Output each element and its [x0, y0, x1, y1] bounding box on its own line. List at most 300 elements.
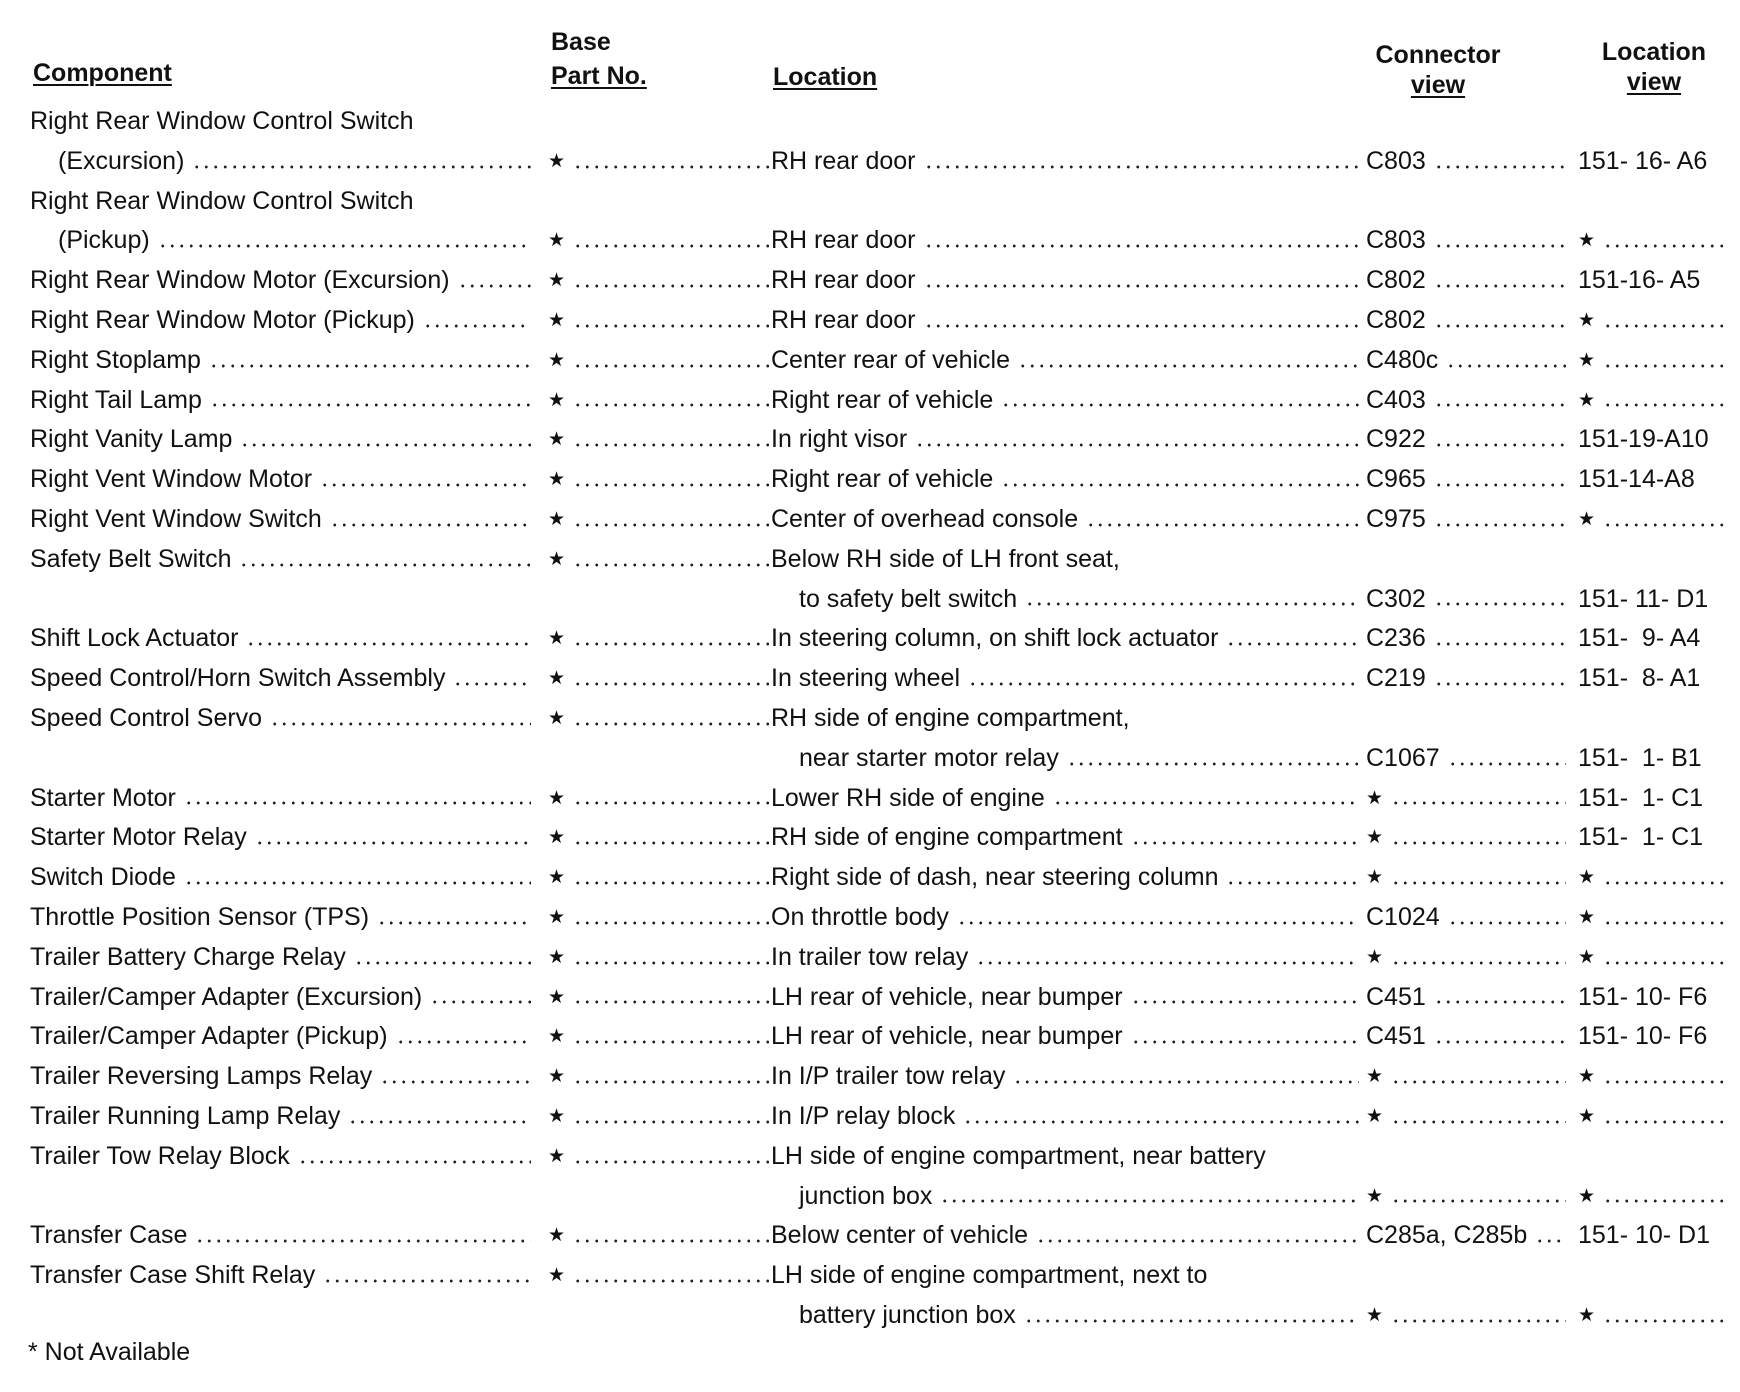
component-cell	[30, 699, 535, 739]
base-part-value: ★	[548, 309, 566, 331]
dot-leader	[1434, 482, 1566, 488]
location-view-value: ★	[1578, 389, 1596, 411]
location-view-cell	[1578, 978, 1730, 1018]
location-view-value: ★	[1578, 349, 1596, 371]
base-part-value: ★	[548, 787, 566, 809]
location-view-cell	[1578, 420, 1730, 460]
dot-leader	[1448, 920, 1566, 926]
dot-leader	[1603, 1198, 1726, 1204]
dot-leader	[380, 1079, 531, 1085]
component-name: Trailer Tow Relay Block	[30, 1141, 290, 1170]
dot-leader	[1434, 164, 1566, 170]
dot-leader	[573, 1039, 769, 1045]
base-part-cell	[548, 1097, 773, 1137]
component-name: Trailer Running Lamp Relay	[30, 1101, 341, 1130]
component-name: Starter Motor Relay	[30, 823, 247, 852]
location-cell	[771, 540, 1363, 580]
dot-leader	[1036, 1238, 1359, 1244]
base-part-value: ★	[548, 349, 566, 371]
header-connector-line1: Connector	[1375, 41, 1501, 69]
dot-leader	[1391, 1318, 1566, 1324]
location-view-value: ★	[1578, 1105, 1596, 1127]
location-view-cell	[1578, 1177, 1730, 1217]
dot-leader	[924, 243, 1360, 249]
dot-leader	[1086, 522, 1359, 528]
base-part-value: ★	[548, 1265, 566, 1287]
table-row	[0, 142, 1740, 182]
component-cell	[30, 659, 535, 699]
location-view-value: 151-19-A10	[1578, 425, 1709, 454]
location-view-value: ★	[1578, 309, 1596, 331]
base-part-value: ★	[548, 429, 566, 451]
location-text: In steering wheel	[771, 664, 961, 693]
dot-leader	[573, 283, 769, 289]
base-part-value: ★	[548, 1105, 566, 1127]
base-part-cell	[548, 460, 773, 500]
dot-leader	[573, 562, 769, 568]
connector-cell	[1366, 858, 1570, 898]
dot-leader	[573, 960, 769, 966]
base-part-value: ★	[548, 1145, 566, 1167]
dot-leader	[573, 1159, 769, 1165]
dot-leader	[924, 283, 1360, 289]
connector-value: ★	[1366, 1185, 1384, 1207]
dot-leader	[573, 522, 769, 528]
table-row	[0, 739, 1740, 779]
location-cell	[771, 1057, 1363, 1097]
connector-value: C451	[1366, 982, 1426, 1011]
dot-leader	[1603, 880, 1726, 886]
location-cell	[771, 898, 1363, 938]
component-cell	[30, 1097, 535, 1137]
location-cell	[771, 580, 1363, 620]
location-view-cell	[1578, 341, 1730, 381]
dot-leader	[1131, 840, 1359, 846]
dot-leader	[453, 681, 531, 687]
dot-leader	[1603, 323, 1726, 329]
base-part-value: ★	[548, 1066, 566, 1088]
component-cell	[30, 500, 535, 540]
base-part-cell	[548, 1017, 773, 1057]
dot-leader	[184, 800, 531, 806]
location-view-cell	[1578, 142, 1730, 182]
location-text: RH side of engine compartment,	[771, 703, 1130, 732]
component-name: Right Rear Window Motor (Pickup)	[30, 305, 415, 334]
connector-value: C802	[1366, 305, 1426, 334]
location-text: RH rear door	[771, 146, 916, 175]
dot-leader	[240, 442, 531, 448]
location-view-cell	[1578, 500, 1730, 540]
location-cell	[771, 858, 1363, 898]
base-part-cell	[548, 938, 773, 978]
location-cell	[771, 619, 1363, 659]
component-cell	[30, 1256, 535, 1296]
component-cell	[30, 460, 535, 500]
location-cell	[771, 301, 1363, 341]
location-view-value: 151- 1- C1	[1578, 783, 1704, 812]
connector-value: C802	[1366, 266, 1426, 295]
location-view-cell	[1578, 1216, 1730, 1256]
location-view-value: ★	[1578, 867, 1596, 889]
base-part-cell	[548, 1137, 773, 1177]
component-name: Trailer Reversing Lamps Relay	[30, 1062, 373, 1091]
location-view-cell	[1578, 381, 1730, 421]
component-cell	[30, 182, 535, 222]
base-part-cell	[548, 1216, 773, 1256]
connector-cell	[1366, 142, 1570, 182]
location-cell	[771, 699, 1363, 739]
component-name: Trailer/Camper Adapter (Pickup)	[30, 1022, 388, 1051]
location-view-value: 151- 10- D1	[1578, 1221, 1711, 1250]
component-name: (Pickup)	[58, 226, 150, 255]
base-part-cell	[548, 420, 773, 460]
dot-leader	[246, 641, 531, 647]
dot-leader	[915, 442, 1359, 448]
location-view-value: 151- 11- D1	[1578, 584, 1709, 613]
base-part-value: ★	[548, 867, 566, 889]
header-connector-line2: view	[1410, 71, 1466, 99]
dot-leader	[1053, 800, 1359, 806]
dot-leader	[1434, 601, 1566, 607]
base-part-cell	[548, 699, 773, 739]
base-part-value: ★	[548, 469, 566, 491]
location-cell	[771, 1296, 1363, 1336]
connector-cell	[1366, 221, 1570, 261]
location-cell	[771, 659, 1363, 699]
component-name: Right Rear Window Control Switch	[30, 107, 414, 135]
base-part-cell	[548, 619, 773, 659]
connector-cell	[1366, 779, 1570, 819]
table-row	[0, 1137, 1740, 1177]
table-row	[0, 540, 1740, 580]
dot-leader	[573, 363, 769, 369]
dot-leader	[1391, 1119, 1566, 1125]
connector-cell	[1366, 341, 1570, 381]
dot-leader	[573, 442, 769, 448]
location-text: Center of overhead console	[771, 504, 1079, 533]
table-row	[0, 1216, 1740, 1256]
dot-leader	[1013, 1079, 1359, 1085]
dot-leader	[1434, 999, 1566, 1005]
dot-leader	[573, 323, 769, 329]
base-part-cell	[548, 500, 773, 540]
table-row	[0, 978, 1740, 1018]
dot-leader	[573, 721, 769, 727]
dot-leader	[1434, 442, 1566, 448]
dot-leader	[1391, 1198, 1566, 1204]
base-part-cell	[548, 301, 773, 341]
location-view-cell	[1578, 460, 1730, 500]
base-part-value: ★	[548, 628, 566, 650]
location-view-value: ★	[1578, 906, 1596, 928]
dot-leader	[458, 283, 531, 289]
connector-cell	[1366, 301, 1570, 341]
header-component: Component	[33, 59, 172, 87]
location-cell	[771, 1137, 1363, 1177]
dot-leader	[239, 562, 531, 568]
location-text: LH side of engine compartment, near battery	[771, 1141, 1266, 1170]
dot-leader	[320, 482, 531, 488]
base-part-cell	[548, 818, 773, 858]
location-view-cell	[1578, 1057, 1730, 1097]
component-cell	[30, 420, 535, 460]
table-row	[0, 1177, 1740, 1217]
component-cell	[30, 221, 535, 261]
component-name: Throttle Position Sensor (TPS)	[30, 902, 370, 931]
component-cell	[30, 779, 535, 819]
table-row	[0, 779, 1740, 819]
component-name: Right Rear Window Control Switch	[30, 186, 414, 215]
component-name: Trailer/Camper Adapter (Excursion)	[30, 982, 423, 1011]
table-row	[0, 699, 1740, 739]
location-cell	[771, 460, 1363, 500]
dot-leader	[573, 681, 769, 687]
location-view-value: 151- 9- A4	[1578, 624, 1701, 653]
location-cell	[771, 739, 1363, 779]
dot-leader	[1001, 402, 1359, 408]
location-view-cell	[1578, 619, 1730, 659]
component-cell	[30, 858, 535, 898]
base-part-value: ★	[548, 906, 566, 928]
dot-leader	[209, 363, 531, 369]
table-row	[0, 1296, 1740, 1336]
location-cell	[771, 221, 1363, 261]
component-name: Right Vanity Lamp	[30, 425, 233, 454]
dot-leader	[573, 880, 769, 886]
connector-cell	[1366, 580, 1570, 620]
location-text: junction box	[799, 1181, 933, 1210]
dot-leader	[396, 1039, 531, 1045]
connector-value: C403	[1366, 385, 1426, 414]
dot-leader	[573, 1079, 769, 1085]
location-cell	[771, 1017, 1363, 1057]
location-text: In right visor	[771, 425, 908, 454]
base-part-value: ★	[548, 1225, 566, 1247]
connector-value: C219	[1366, 664, 1426, 693]
dot-leader	[195, 1238, 531, 1244]
header-base-part-line1: Base	[551, 28, 611, 56]
component-cell	[30, 301, 535, 341]
dot-leader	[1391, 960, 1566, 966]
connector-cell	[1366, 898, 1570, 938]
connector-cell	[1366, 1216, 1570, 1256]
dot-leader	[968, 681, 1359, 687]
dot-leader	[924, 323, 1360, 329]
dot-leader	[210, 402, 531, 408]
location-view-value: ★	[1578, 1304, 1596, 1326]
location-view-cell	[1578, 818, 1730, 858]
location-view-cell	[1578, 938, 1730, 978]
base-part-value: ★	[548, 827, 566, 849]
location-view-cell	[1578, 580, 1730, 620]
dot-leader	[573, 1119, 769, 1125]
component-name: Trailer Battery Charge Relay	[30, 942, 346, 971]
dot-leader	[1603, 1079, 1726, 1085]
location-text: LH rear of vehicle, near bumper	[771, 1022, 1123, 1051]
base-part-value: ★	[548, 230, 566, 252]
dot-leader	[573, 641, 769, 647]
dot-leader	[1391, 880, 1566, 886]
base-part-cell	[548, 381, 773, 421]
connector-value: ★	[1366, 867, 1384, 889]
connector-value: C302	[1366, 584, 1426, 613]
component-name: Speed Control Servo	[30, 703, 263, 732]
location-view-value: ★	[1578, 230, 1596, 252]
dot-leader	[940, 1198, 1359, 1204]
location-cell	[771, 381, 1363, 421]
location-text: Below RH side of LH front seat,	[771, 544, 1120, 573]
table-row	[0, 221, 1740, 261]
location-view-cell	[1578, 1017, 1730, 1057]
location-text: Lower RH side of engine	[771, 783, 1045, 812]
dot-leader	[423, 323, 531, 329]
table-row	[0, 1097, 1740, 1137]
location-text: to safety belt switch	[799, 584, 1018, 613]
location-text: RH rear door	[771, 266, 916, 295]
component-cell	[30, 341, 535, 381]
base-part-value: ★	[548, 150, 566, 172]
dot-leader	[158, 243, 531, 249]
location-cell	[771, 420, 1363, 460]
location-cell	[771, 500, 1363, 540]
connector-value: C803	[1366, 226, 1426, 255]
location-view-value: 151- 8- A1	[1578, 664, 1701, 693]
table-row	[0, 938, 1740, 978]
dot-leader	[573, 999, 769, 1005]
base-part-cell	[548, 221, 773, 261]
table-row	[0, 898, 1740, 938]
location-view-value: 151-14-A8	[1578, 465, 1695, 494]
component-name: (Excursion)	[58, 146, 185, 175]
dot-leader	[330, 522, 531, 528]
location-view-cell	[1578, 898, 1730, 938]
dot-leader	[573, 164, 769, 170]
connector-value: C1067	[1366, 743, 1440, 772]
location-cell	[771, 1216, 1363, 1256]
dot-leader	[1131, 1039, 1359, 1045]
header-base-part-line2: Part No.	[551, 62, 647, 90]
component-cell	[30, 978, 535, 1018]
dot-leader	[573, 243, 769, 249]
dot-leader	[1226, 880, 1359, 886]
base-part-cell	[548, 261, 773, 301]
location-cell	[771, 341, 1363, 381]
dot-leader	[1001, 482, 1359, 488]
location-view-value: ★	[1578, 508, 1596, 530]
base-part-cell	[548, 142, 773, 182]
dot-leader	[1603, 920, 1726, 926]
connector-cell	[1366, 978, 1570, 1018]
connector-cell	[1366, 1177, 1570, 1217]
location-text: In I/P trailer tow relay	[771, 1062, 1006, 1091]
dot-leader	[573, 482, 769, 488]
component-cell	[30, 818, 535, 858]
header-location-view-line2: view	[1626, 68, 1682, 96]
base-part-cell	[548, 898, 773, 938]
table-row	[0, 460, 1740, 500]
component-name: Switch Diode	[30, 863, 176, 892]
dot-leader	[192, 164, 531, 170]
location-text: RH rear door	[771, 305, 916, 334]
table-row	[0, 580, 1740, 620]
dot-leader	[1603, 1119, 1726, 1125]
dot-leader	[1434, 243, 1566, 249]
location-view-cell	[1578, 1097, 1730, 1137]
dot-leader	[1024, 1318, 1359, 1324]
dot-leader	[1391, 1079, 1566, 1085]
location-text: RH rear door	[771, 226, 916, 255]
base-part-cell	[548, 978, 773, 1018]
location-view-value: 151- 1- C1	[1578, 823, 1704, 852]
connector-value: C451	[1366, 1022, 1426, 1051]
location-text: Center rear of vehicle	[771, 345, 1011, 374]
dot-leader	[298, 1159, 531, 1165]
dot-leader	[1131, 999, 1359, 1005]
dot-leader	[1391, 840, 1566, 846]
component-name: Transfer Case Shift Relay	[30, 1261, 316, 1290]
location-cell	[771, 1177, 1363, 1217]
dot-leader	[573, 920, 769, 926]
component-cell	[30, 619, 535, 659]
location-text: In I/P relay block	[771, 1101, 956, 1130]
location-view-value: 151- 16- A6	[1578, 146, 1708, 175]
connector-cell	[1366, 420, 1570, 460]
table-row	[0, 500, 1740, 540]
connector-cell	[1366, 261, 1570, 301]
component-cell	[30, 381, 535, 421]
location-view-value: 151- 10- F6	[1578, 1022, 1708, 1051]
header-location-view-line1: Location	[1601, 38, 1707, 66]
dot-leader	[1603, 960, 1726, 966]
connector-value: C480c	[1366, 345, 1439, 374]
connector-cell	[1366, 818, 1570, 858]
base-part-cell	[548, 779, 773, 819]
component-cell	[30, 1137, 535, 1177]
table-row	[0, 1057, 1740, 1097]
base-part-value: ★	[548, 707, 566, 729]
dot-leader	[573, 1278, 769, 1284]
location-view-cell	[1578, 301, 1730, 341]
connector-value: ★	[1366, 946, 1384, 968]
component-cell	[30, 938, 535, 978]
connector-value: C975	[1366, 504, 1426, 533]
dot-leader	[1603, 522, 1726, 528]
table-row	[0, 182, 1740, 222]
component-cell	[30, 540, 535, 580]
dot-leader	[184, 880, 531, 886]
location-cell	[771, 978, 1363, 1018]
connector-value: ★	[1366, 1066, 1384, 1088]
connector-cell	[1366, 381, 1570, 421]
dot-leader	[430, 999, 531, 1005]
dot-leader	[1535, 1238, 1566, 1244]
location-text: On throttle body	[771, 902, 949, 931]
location-view-value: 151- 10- F6	[1578, 982, 1708, 1011]
connector-cell	[1366, 460, 1570, 500]
component-name: Right Vent Window Motor	[30, 465, 313, 494]
table-row	[0, 420, 1740, 460]
location-text: RH side of engine compartment	[771, 823, 1123, 852]
dot-leader	[1434, 402, 1566, 408]
dot-leader	[1067, 761, 1359, 767]
table-row	[0, 1256, 1740, 1296]
location-cell	[771, 1256, 1363, 1296]
table-row	[0, 858, 1740, 898]
connector-cell	[1366, 938, 1570, 978]
component-name: Right Vent Window Switch	[30, 504, 322, 533]
location-view-value: ★	[1578, 1066, 1596, 1088]
connector-value: C1024	[1366, 902, 1440, 931]
